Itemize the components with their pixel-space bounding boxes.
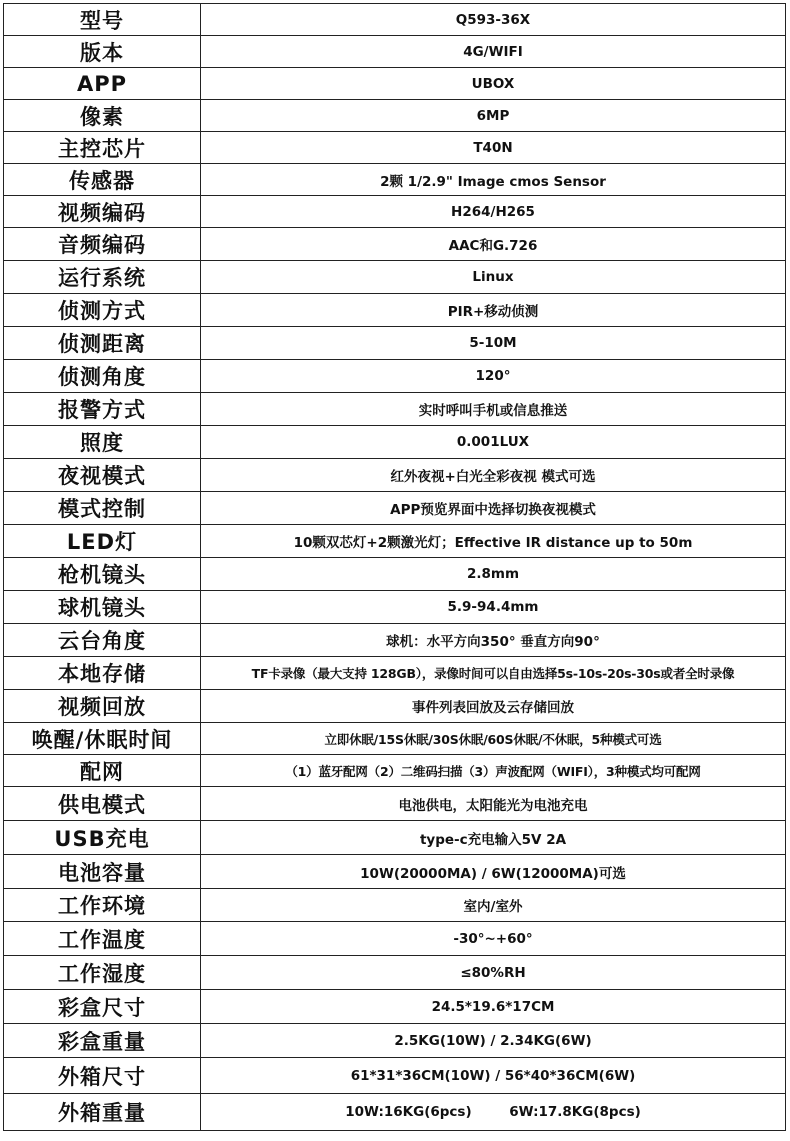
- spec-row: [4, 855, 786, 889]
- spec-key: 工作环境: [4, 889, 201, 922]
- spec-value: 61*31*36CM(10W) / 56*40*36CM(6W): [201, 1058, 786, 1094]
- spec-key: 外箱重量: [4, 1094, 201, 1131]
- spec-row: [4, 990, 786, 1024]
- spec-value: 120°: [201, 360, 786, 393]
- spec-key: 像素: [4, 100, 201, 132]
- spec-row: [4, 459, 786, 492]
- spec-key: 彩盒重量: [4, 1024, 201, 1058]
- spec-value: 5.9-94.4mm: [201, 591, 786, 624]
- spec-value: Q593-36X: [201, 4, 786, 36]
- spec-key: 枪机镜头: [4, 558, 201, 591]
- spec-key: LED灯: [4, 525, 201, 558]
- spec-key: 本地存储: [4, 657, 201, 690]
- spec-row: [4, 787, 786, 821]
- spec-value: 5-10M: [201, 327, 786, 360]
- spec-key: 侦测距离: [4, 327, 201, 360]
- spec-value: 24.5*19.6*17CM: [201, 990, 786, 1024]
- spec-table: [3, 3, 786, 1131]
- spec-key: 模式控制: [4, 492, 201, 525]
- spec-table-body: [4, 4, 786, 1131]
- spec-value: 室内/室外: [201, 889, 786, 922]
- spec-value: TF卡录像（最大支持 128GB），录像时间可以自由选择5s-10s-20s-30s或者全时录像: [201, 657, 786, 690]
- spec-value: -30°~+60°: [201, 922, 786, 956]
- spec-row: [4, 100, 786, 132]
- spec-value: UBOX: [201, 68, 786, 100]
- spec-value: PIR+移动侦测: [201, 294, 786, 327]
- spec-value: （1）蓝牙配网（2）二维码扫描（3）声波配网（WIFI），3种模式均可配网: [201, 755, 786, 787]
- spec-row: [4, 821, 786, 855]
- spec-row: [4, 591, 786, 624]
- spec-key: 视频回放: [4, 690, 201, 723]
- spec-value: 电池供电，太阳能光为电池充电: [201, 787, 786, 821]
- spec-row: [4, 228, 786, 261]
- spec-row: [4, 164, 786, 196]
- spec-row: [4, 755, 786, 787]
- spec-key: 工作温度: [4, 922, 201, 956]
- spec-value: 实时呼叫手机或信息推送: [201, 393, 786, 426]
- spec-value: T40N: [201, 132, 786, 164]
- spec-value: 4G/WIFI: [201, 36, 786, 68]
- spec-row: [4, 393, 786, 426]
- spec-row: [4, 132, 786, 164]
- spec-value: ≤80%RH: [201, 956, 786, 990]
- spec-key: 照度: [4, 426, 201, 459]
- spec-row: [4, 36, 786, 68]
- spec-key: 运行系统: [4, 261, 201, 294]
- spec-row: [4, 1094, 786, 1131]
- spec-value: AAC和G.726: [201, 228, 786, 261]
- spec-row: [4, 4, 786, 36]
- spec-key: 侦测角度: [4, 360, 201, 393]
- spec-value: 球机：水平方向350° 垂直方向90°: [201, 624, 786, 657]
- spec-value: type-c充电输入5V 2A: [201, 821, 786, 855]
- spec-key: 视频编码: [4, 196, 201, 228]
- spec-row: [4, 294, 786, 327]
- spec-row: [4, 657, 786, 690]
- spec-key: 音频编码: [4, 228, 201, 261]
- spec-value: 立即休眠/15S休眠/30S休眠/60S休眠/不休眠，5种模式可选: [201, 723, 786, 755]
- spec-value: 2.8mm: [201, 558, 786, 591]
- spec-key: 传感器: [4, 164, 201, 196]
- spec-value: 10W(20000MA) / 6W(12000MA)可选: [201, 855, 786, 889]
- spec-key: 报警方式: [4, 393, 201, 426]
- spec-row: [4, 426, 786, 459]
- spec-key: 侦测方式: [4, 294, 201, 327]
- spec-value: 6MP: [201, 100, 786, 132]
- spec-row: [4, 327, 786, 360]
- spec-key: 型号: [4, 4, 201, 36]
- spec-key: 主控芯片: [4, 132, 201, 164]
- spec-row: [4, 889, 786, 922]
- spec-key: 外箱尺寸: [4, 1058, 201, 1094]
- spec-row: [4, 1024, 786, 1058]
- spec-key: 工作湿度: [4, 956, 201, 990]
- spec-row: [4, 1058, 786, 1094]
- spec-value: 10颗双芯灯+2颗激光灯；Effective IR distance up to 50m: [201, 525, 786, 558]
- spec-key: 球机镜头: [4, 591, 201, 624]
- spec-value: 10W:16KG(6pcs) 6W:17.8KG(8pcs): [201, 1094, 786, 1131]
- spec-row: [4, 558, 786, 591]
- spec-value: 事件列表回放及云存储回放: [201, 690, 786, 723]
- spec-key: 供电模式: [4, 787, 201, 821]
- spec-key: APP: [4, 68, 201, 100]
- spec-key: 彩盒尺寸: [4, 990, 201, 1024]
- spec-row: [4, 922, 786, 956]
- spec-row: [4, 360, 786, 393]
- spec-value: 红外夜视+白光全彩夜视 模式可选: [201, 459, 786, 492]
- spec-value: H264/H265: [201, 196, 786, 228]
- spec-row: [4, 690, 786, 723]
- spec-row: [4, 624, 786, 657]
- spec-key: 电池容量: [4, 855, 201, 889]
- spec-value: 0.001LUX: [201, 426, 786, 459]
- spec-key: 云台角度: [4, 624, 201, 657]
- spec-value: Linux: [201, 261, 786, 294]
- spec-key: 唤醒/休眠时间: [4, 723, 201, 755]
- spec-row: [4, 525, 786, 558]
- spec-value: APP预览界面中选择切换夜视模式: [201, 492, 786, 525]
- spec-key: 配网: [4, 755, 201, 787]
- spec-value: 2.5KG(10W) / 2.34KG(6W): [201, 1024, 786, 1058]
- spec-key: 夜视模式: [4, 459, 201, 492]
- spec-row: [4, 68, 786, 100]
- spec-row: [4, 956, 786, 990]
- spec-key: USB充电: [4, 821, 201, 855]
- spec-row: [4, 723, 786, 755]
- spec-row: [4, 492, 786, 525]
- spec-value: 2颗 1/2.9" Image cmos Sensor: [201, 164, 786, 196]
- spec-key: 版本: [4, 36, 201, 68]
- spec-row: [4, 196, 786, 228]
- spec-row: [4, 261, 786, 294]
